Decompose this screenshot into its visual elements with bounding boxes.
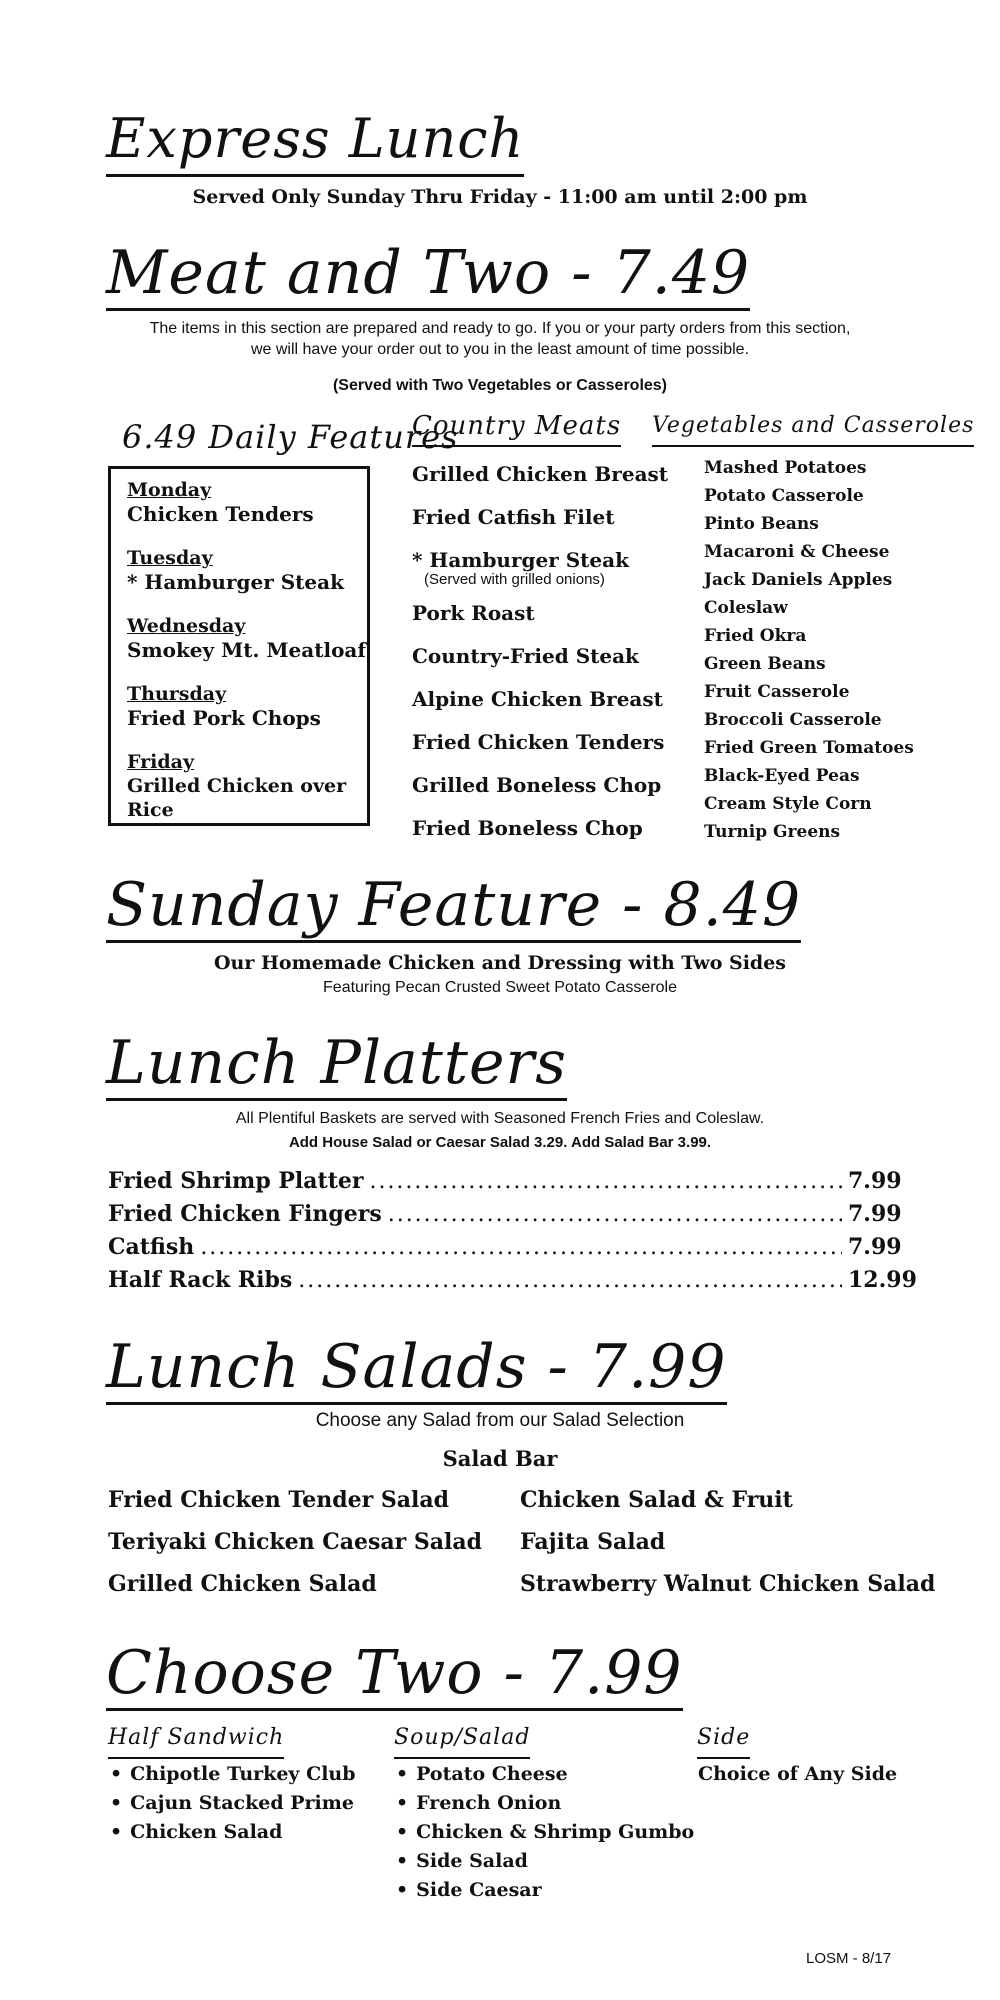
day-label: Thursday	[127, 683, 227, 705]
platter-row	[108, 1165, 902, 1198]
soup-salad-item: • French Onion	[396, 1789, 694, 1818]
express-lunch-title: Express Lunch	[106, 106, 524, 177]
vegetable-item: Cream Style Corn	[704, 794, 872, 814]
platter-name: Fried Chicken Fingers	[108, 1201, 382, 1227]
salad-item: Teriyaki Chicken Caesar Salad	[108, 1529, 483, 1555]
half-sandwich-item: • Cajun Stacked Prime	[110, 1789, 356, 1818]
footer-code: LOSM - 8/17	[806, 1950, 892, 1967]
daily-features-list	[127, 479, 367, 822]
salads-right-column	[520, 1488, 935, 1614]
soup-salad-title: Soup/Salad	[394, 1720, 530, 1759]
vegetable-item: Broccoli Casserole	[704, 710, 882, 730]
country-meat-item: Country-Fried Steak	[412, 644, 639, 668]
country-meat-item: Fried Boneless Chop	[412, 816, 643, 840]
day-friday	[127, 751, 367, 822]
platter-row	[108, 1198, 902, 1231]
soup-salad-item: • Potato Cheese	[396, 1760, 694, 1789]
vegetable-item: Fried Okra	[704, 626, 807, 646]
salad-item: Fajita Salad	[520, 1529, 666, 1555]
vegetable-item: Jack Daniels Apples	[704, 570, 893, 590]
country-meat-item: Grilled Boneless Chop	[412, 773, 662, 797]
day-item: * Hamburger Steak	[127, 570, 344, 594]
soup-salad-item: • Side Caesar	[396, 1876, 694, 1905]
salads-note: Choose any Salad from our Salad Selection	[315, 1410, 685, 1431]
sunday-feature-line-1: Our Homemade Chicken and Dressing with Two Sides	[213, 952, 787, 974]
vegetable-item: Black-Eyed Peas	[704, 766, 860, 786]
salad-item: Grilled Chicken Salad	[108, 1571, 377, 1597]
day-label: Wednesday	[127, 615, 246, 637]
vegetables-list	[704, 458, 914, 850]
half-sandwich-title: Half Sandwich	[108, 1720, 284, 1759]
day-item: Chicken Tenders	[127, 502, 314, 526]
day-wednesday	[127, 615, 367, 662]
salad-item: Chicken Salad & Fruit	[520, 1487, 793, 1513]
description-line-1: The items in this section are prepared and ready to go. If you or your party orders from this section,	[149, 320, 851, 337]
vegetable-item: Turnip Greens	[704, 822, 841, 842]
day-label: Monday	[127, 479, 212, 501]
description-line-2: we will have your order out to you in the least amount of time possible.	[250, 341, 750, 358]
platter-price: 7.99	[848, 1168, 902, 1194]
daily-features-box	[108, 466, 370, 826]
country-meats-list	[412, 462, 668, 859]
platter-price: 12.99	[848, 1267, 917, 1293]
vegetable-item: Macaroni & Cheese	[704, 542, 890, 562]
day-thursday	[127, 683, 367, 730]
vegetable-item: Fruit Casserole	[704, 682, 850, 702]
country-meats-title: Country Meats	[412, 408, 621, 447]
lunch-platters-title: Lunch Platters	[106, 1030, 567, 1101]
platter-price: 7.99	[848, 1234, 902, 1260]
vegetable-item: Potato Casserole	[704, 486, 864, 506]
leader-dots	[388, 1198, 842, 1231]
platter-row	[108, 1264, 917, 1297]
platters-note-2: Add House Salad or Caesar Salad 3.29. Add Salad Bar 3.99.	[288, 1134, 712, 1151]
day-item: Fried Pork Chops	[127, 706, 321, 730]
salad-bar-label: Salad Bar	[442, 1446, 558, 1471]
day-monday	[127, 479, 367, 526]
vegetable-item: Mashed Potatoes	[704, 458, 867, 478]
country-meat-item: Fried Catfish Filet	[412, 505, 615, 529]
salad-item: Fried Chicken Tender Salad	[108, 1487, 449, 1513]
country-meat-item: Fried Chicken Tenders	[412, 730, 665, 754]
day-tuesday	[127, 547, 367, 594]
vegetable-item: Fried Green Tomatoes	[704, 738, 914, 758]
vegetable-item: Coleslaw	[704, 598, 788, 618]
half-sandwich-item: • Chicken Salad	[110, 1818, 356, 1847]
soup-salad-item: • Side Salad	[396, 1847, 694, 1876]
platter-name: Catfish	[108, 1234, 195, 1260]
meat-and-two-title: Meat and Two - 7.49	[106, 240, 750, 311]
lunch-salads-title: Lunch Salads - 7.99	[106, 1334, 727, 1405]
sunday-feature-title: Sunday Feature - 8.49	[106, 872, 801, 943]
sunday-feature-line-2: Featuring Pecan Crusted Sweet Potato Casserole	[323, 979, 677, 996]
leader-dots	[200, 1231, 842, 1264]
hamburger-note: (Served with grilled onions)	[424, 571, 605, 588]
vegetable-item: Pinto Beans	[704, 514, 819, 534]
platter-name: Half Rack Ribs	[108, 1267, 293, 1293]
served-with-note: (Served with Two Vegetables or Casseroles)	[332, 377, 668, 394]
platters-list	[108, 1165, 917, 1297]
express-lunch-subtitle: Served Only Sunday Thru Friday - 11:00 am until 2:00 pm	[192, 186, 808, 208]
half-sandwich-list	[110, 1760, 356, 1847]
day-item: Smokey Mt. Meatloaf	[127, 638, 366, 662]
platter-price: 7.99	[848, 1201, 902, 1227]
day-label: Tuesday	[127, 547, 213, 569]
day-item: Grilled Chicken over Rice	[127, 775, 347, 821]
platter-name: Fried Shrimp Platter	[108, 1168, 364, 1194]
day-label: Friday	[127, 751, 195, 773]
platters-note-1: All Plentiful Baskets are served with Seasoned French Fries and Coleslaw.	[235, 1110, 765, 1127]
side-title: Side	[697, 1720, 750, 1759]
country-meat-item: Pork Roast	[412, 601, 535, 625]
side-item: Choice of Any Side	[698, 1763, 898, 1785]
vegetable-item: Green Beans	[704, 654, 826, 674]
meat-and-two-description	[0, 318, 1000, 360]
choose-two-title: Choose Two - 7.99	[106, 1640, 683, 1711]
vegetables-title: Vegetables and Casseroles	[652, 408, 974, 447]
salads-left-column	[108, 1488, 482, 1614]
leader-dots	[369, 1165, 842, 1198]
soup-salad-list	[396, 1760, 694, 1905]
country-meat-item: * Hamburger Steak	[412, 548, 629, 572]
daily-features-title: 6.49 Daily Features	[122, 418, 459, 456]
soup-salad-item: • Chicken & Shrimp Gumbo	[396, 1818, 694, 1847]
country-meat-item: Grilled Chicken Breast	[412, 462, 669, 486]
leader-dots	[298, 1264, 842, 1297]
country-meat-item: Alpine Chicken Breast	[412, 687, 663, 711]
half-sandwich-item: • Chipotle Turkey Club	[110, 1760, 356, 1789]
platter-row	[108, 1231, 902, 1264]
salad-item: Strawberry Walnut Chicken Salad	[520, 1571, 936, 1597]
